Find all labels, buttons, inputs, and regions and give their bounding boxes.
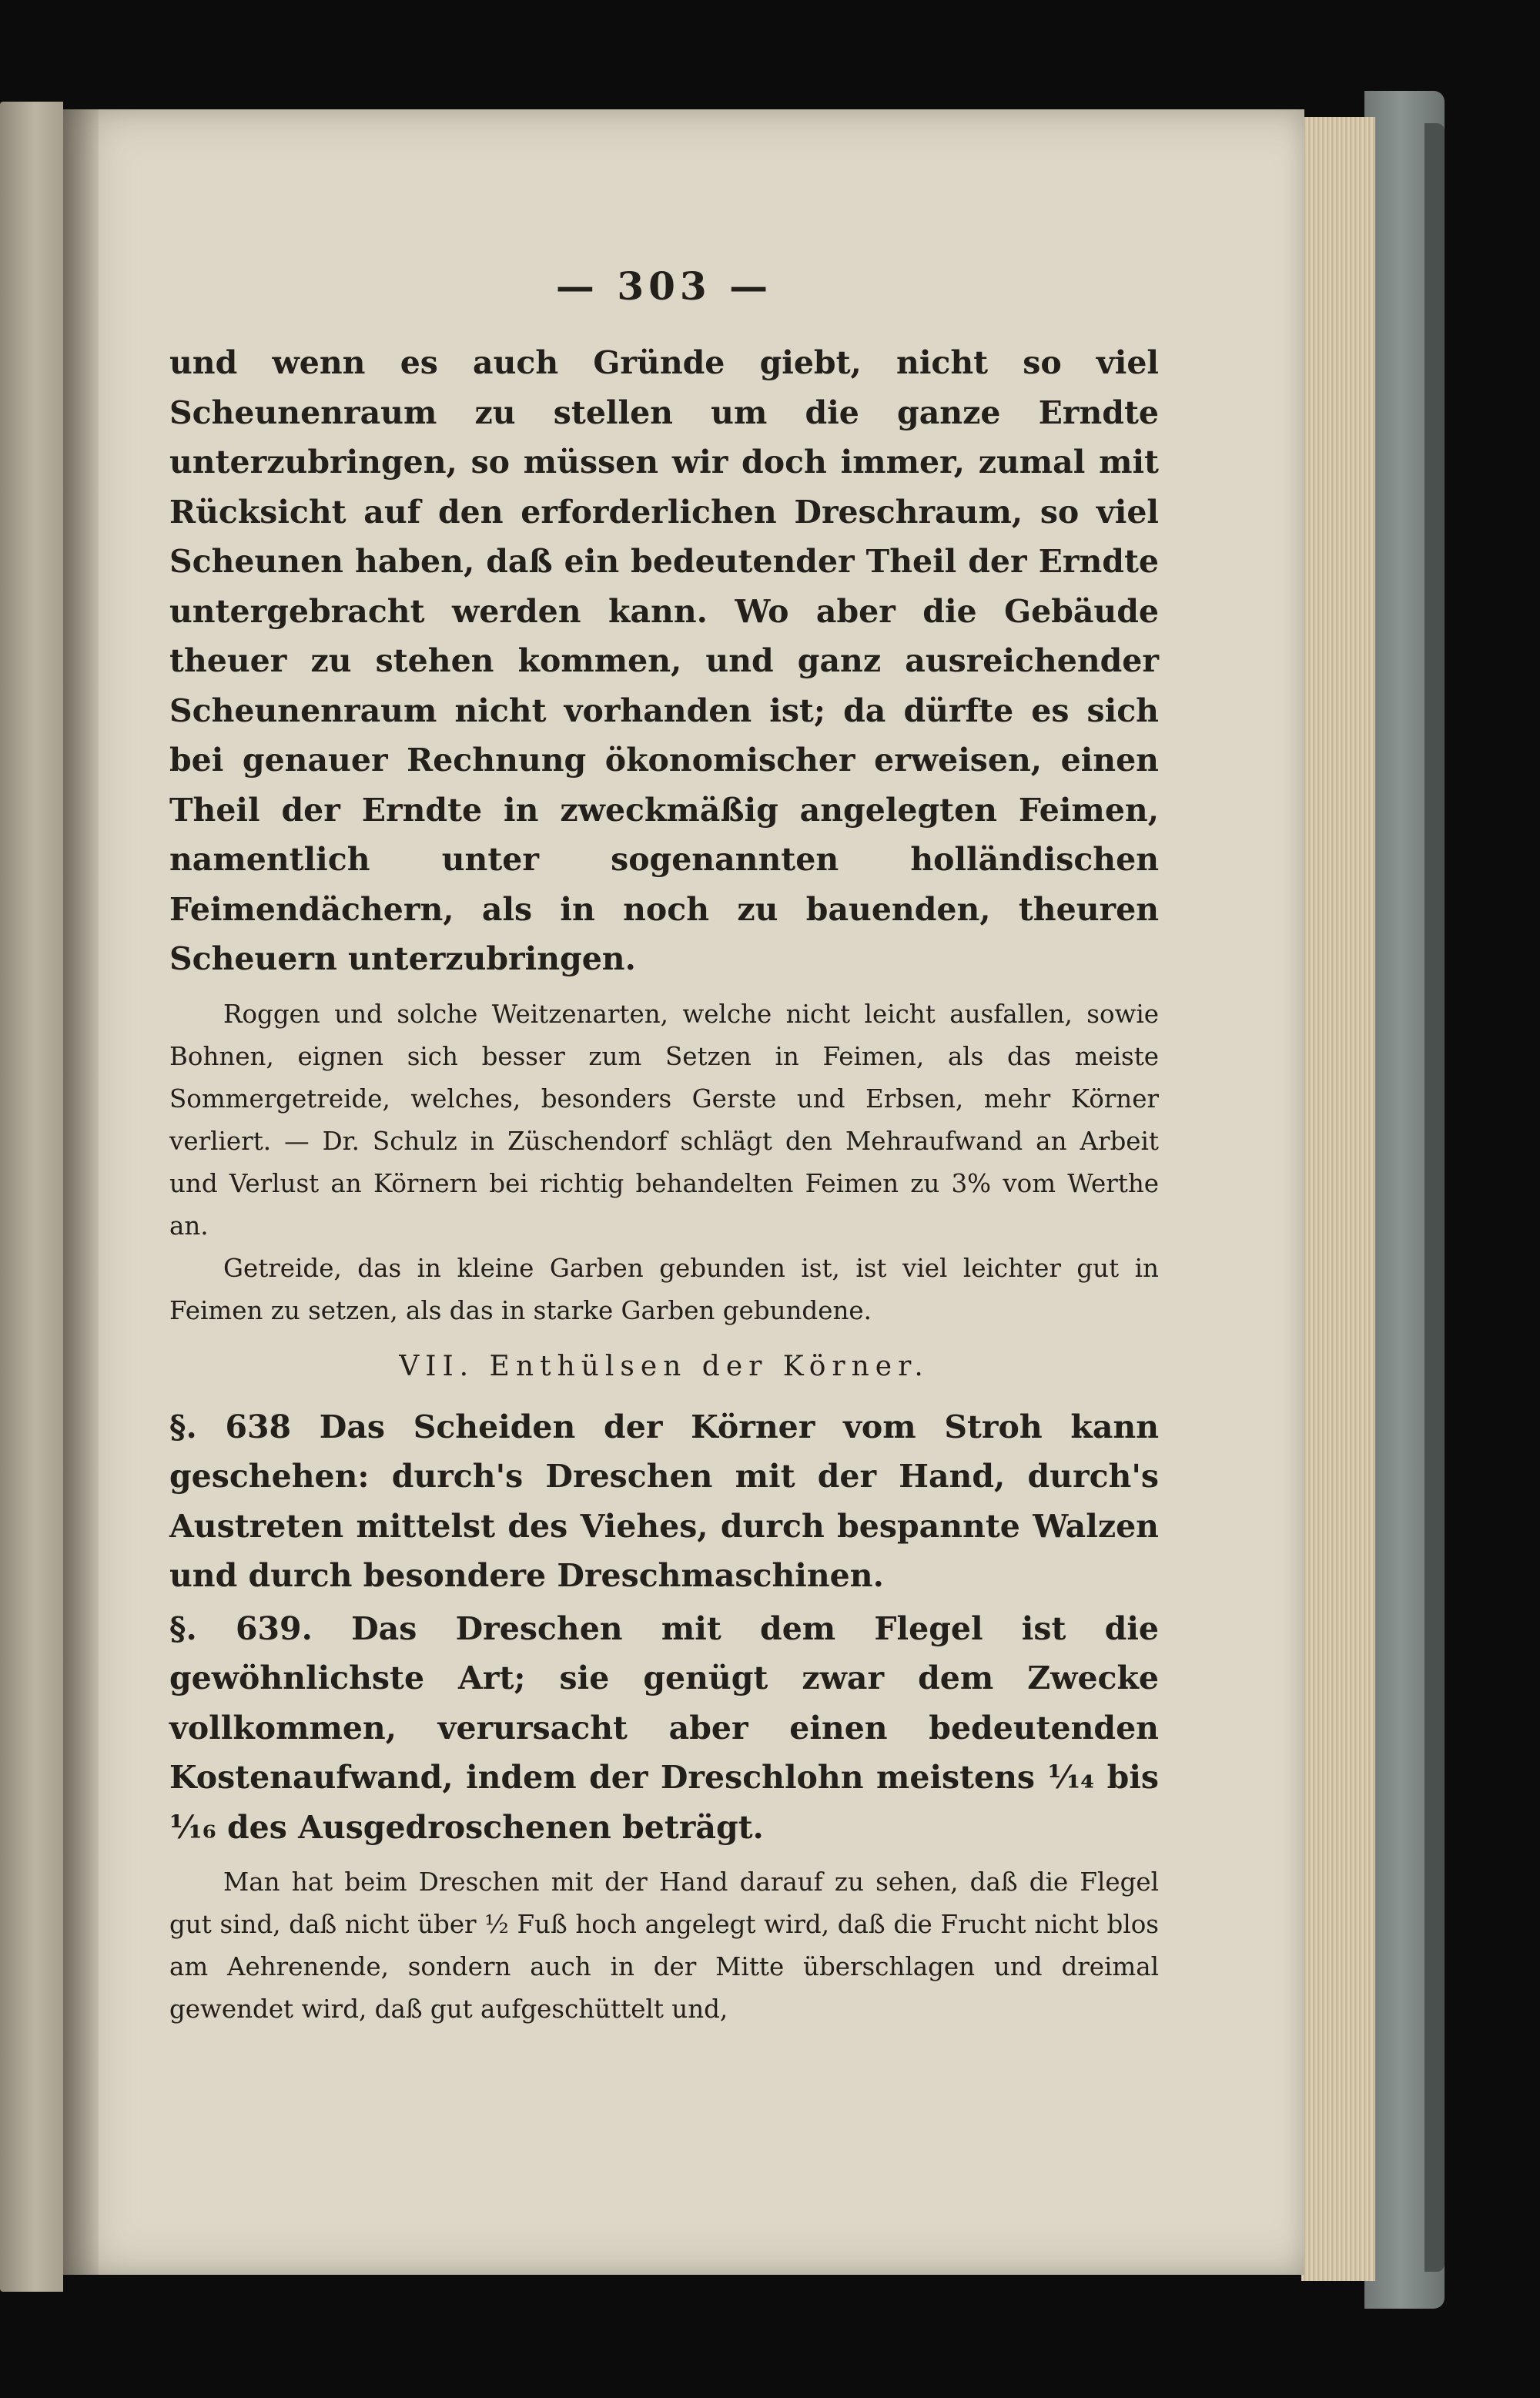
- footnote-feimen: Roggen und solche Weitzenarten, welche nicht leicht ausfallen, sowie Bohnen, eignen sich besser zum Setzen in Feimen, als das meiste Sommergetreide, welches, besonders Gerste und Erbsen, mehr Körner verliert. — Dr. Schulz in Züschendorf schlägt den Mehraufwand an Arbeit und Verlust an Körnern bei richtig behandelten Feimen zu 3% vom Werthe an.: [169, 999, 1159, 1241]
- section-639: §. 639. Das Dreschen mit dem Flegel ist die gewöhnlichste Art; sie genügt zwar dem Zwecke vollkommen, verursacht aber einen bedeutenden Kostenaufwand, indem der Dreschlohn meistens ¹⁄₁₄ bis ¹⁄₁₆ des Ausgedroschenen beträgt.: [169, 1609, 1159, 1846]
- left-page-edge: [0, 102, 63, 2292]
- sections-block: [169, 1402, 1159, 1853]
- paragraph-text: und wenn es auch Gründe giebt, nicht so viel Scheunenraum zu stellen um die ganze Erndte unterzubringen, so müssen wir doch immer, zumal mit Rücksicht auf den erforderlichen Dreschraum, so viel Scheunen haben, daß ein bedeutender Theil der Erndte untergebracht werden kann. Wo aber die Gebäude theuer zu stehen kommen, und ganz ausreichender Scheunenraum nicht vorhanden ist; da dürfte es sich bei genauer Rechnung ökonomischer erweisen, einen Theil der Erndte in zweckmäßig angelegten Feimen, namentlich unter sogenannten holländischen Feimendächern, als in noch zu bauenden, theuren Scheuern unterzubringen.: [169, 344, 1159, 977]
- footnote-block: [169, 993, 1159, 1332]
- footnote-block-2: [169, 1861, 1159, 2031]
- page-text-block: [169, 263, 1159, 2031]
- page-gutter-shadow: [63, 109, 99, 2275]
- footnote-garben: Getreide, das in kleine Garben gebunden ist, ist viel leichter gut in Feimen zu setzen, als das in starke Garben gebundene.: [169, 1253, 1159, 1325]
- book-page: [63, 109, 1304, 2275]
- page-edges-stack: [1301, 117, 1375, 2281]
- section-heading: VII. Enthülsen der Körner.: [399, 1350, 929, 1382]
- footnote-dreschen: Man hat beim Dreschen mit der Hand darauf zu sehen, daß die Flegel gut sind, daß nicht über ½ Fuß hoch angelegt wird, daß die Frucht nicht blos am Aehrenende, sondern auch in der Mitte überschlagen und dreimal gewendet wird, daß gut aufgeschüttelt und,: [169, 1867, 1159, 2024]
- section-638: §. 638 Das Scheiden der Körner vom Stroh kann geschehen: durch's Dreschen mit der Hand, durch's Austreten mittelst des Viehes, durch bespannte Walzen und durch besondere Dreschmaschinen.: [169, 1408, 1159, 1594]
- page-number: — 303 —: [555, 263, 773, 309]
- main-paragraph: [169, 338, 1159, 984]
- book-cover-edge: [1424, 123, 1445, 2272]
